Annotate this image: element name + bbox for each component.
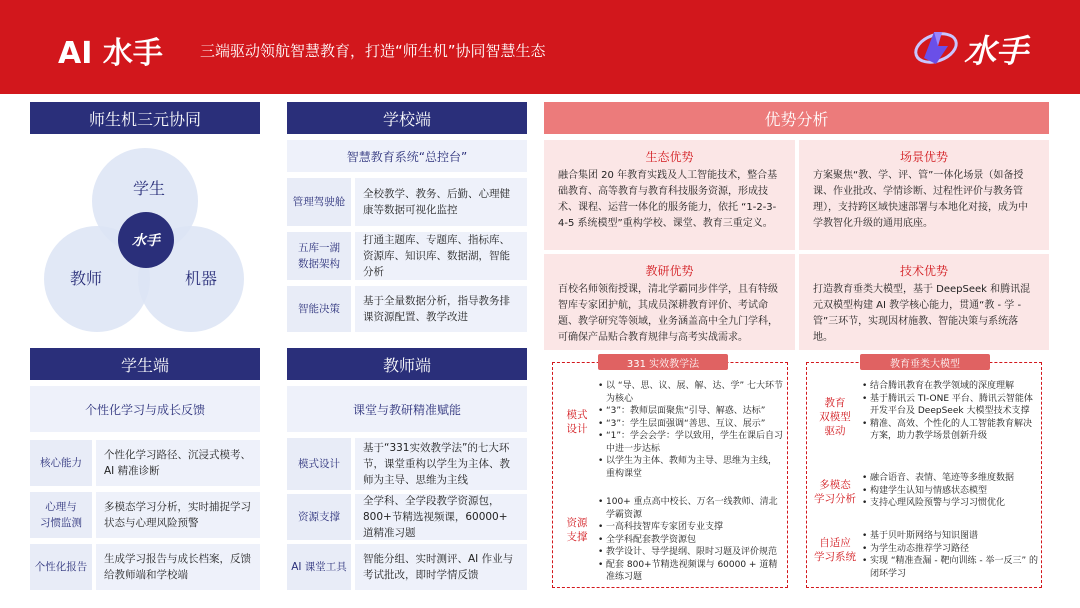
- list-item: • 一高科技智库专家团专业支撑: [598, 521, 784, 534]
- school-end-header: 学校端: [287, 102, 527, 134]
- list-item: • “3”：学生层面强调“善思、互议、展示”: [598, 418, 784, 431]
- venn-teacher-label: 教师: [70, 269, 103, 288]
- list-item: • “1”：学会会学：学以致用，学生在课后自习中进一步达标: [598, 430, 784, 455]
- advantage-cell-technology: [799, 254, 1049, 350]
- list-item: • 基于腾讯云 TI-ONE 平台、腾讯云智能体开发平台及 DeepSeek 大模型技术支撑: [862, 393, 1038, 418]
- teacher-row-label: AI 课堂工具: [287, 544, 351, 590]
- teacher-row-text: 全学科、全学段教学资源包，800+节精选视频课，60000+ 道精准习题: [355, 494, 527, 540]
- student-end-subheader: 个性化学习与成长反馈: [30, 386, 260, 432]
- venn-center-text: 水手: [132, 233, 160, 249]
- advantage-title: 生态优势: [645, 150, 694, 164]
- venn-center-logo: [118, 212, 174, 268]
- school-row-text: 基于全量数据分析，指导教务排课资源配置、教学改进: [355, 286, 527, 332]
- list-item: • 以学生为主体、教师为主导、思维为主线，重构课堂: [598, 455, 784, 480]
- triad-venn-diagram: [30, 142, 260, 332]
- school-row-text: 打通主题库、专题库、指标库、资源库、知识库、数据湖，智能分析: [355, 232, 527, 280]
- teacher-row-text: 基于“331实效教学法”的七大环节，课堂重构以学生为主体、教师为主导、思维为主线: [355, 438, 527, 490]
- school-row-label: 智能决策: [287, 286, 351, 332]
- advantage-cell-scenario: [799, 140, 1049, 250]
- school-row-label: 五库一湖 数据架构: [287, 232, 351, 280]
- advantage-title: 教研优势: [645, 264, 694, 278]
- list-item: • 100+ 重点高中校长、万名一线教师、清北学霸资源: [598, 496, 784, 521]
- header-bar: [0, 0, 1080, 94]
- model-group-label: 自适应 学习系统: [814, 537, 856, 563]
- vertical-model-pill: 教育垂类大模型: [860, 354, 990, 370]
- list-item: • 构建学生认知与情感状态模型: [862, 485, 1038, 498]
- venn-student-label: 学生: [133, 179, 166, 198]
- school-end-subheader: 智慧教育系统“总控台”: [287, 140, 527, 172]
- list-item: • 配套 800+节精选视频课与 60000 + 道精准练习题: [598, 559, 784, 584]
- list-item: • 教学设计、导学提纲、限时习题及评价规范: [598, 546, 784, 559]
- method-group-label: 资源 支撑: [566, 517, 588, 543]
- student-row-text: 生成学习报告与成长档案，反馈给教师端和学校端: [96, 544, 260, 590]
- teacher-row-text: 智能分组、实时测评、AI 作业与考试批改，即时学情反馈: [355, 544, 527, 590]
- advantage-title: 场景优势: [899, 150, 948, 164]
- advantages-header: 优势分析: [544, 102, 1049, 134]
- venn-machine-label: 机器: [185, 269, 218, 288]
- logo-emblem-icon: [912, 24, 960, 70]
- student-row-label: 核心能力: [30, 440, 92, 486]
- method331-pill: 331 实效教学法: [598, 354, 728, 370]
- advantage-text: 融合集团 20 年教育实践及人工智能技术，整合基础教育、高等教育与教育科技服务资源，形成技术、课程、运营一体化的服务能力，依托 “1-2-3-4-5 系统模型”重构学校、课堂、教育三重定义。: [558, 170, 778, 229]
- page-title: AI 水手: [58, 36, 163, 71]
- logo-text: 水手: [964, 32, 1029, 70]
- multimodal-list: [862, 472, 1038, 510]
- advantage-text: 方案聚焦“教、学、评、管”一体化场景（如备授课、作业批改、学情诊断、过程性评价与教务管理），支持跨区域快速部署与本地化对接，成为中学教智化升级的通用底座。: [813, 170, 1028, 229]
- model-group-label: 教育 双模型 驱动: [819, 397, 851, 437]
- list-item: • 实现 “精准查漏 - 靶向训练 - 举一反三” 的闭环学习: [862, 555, 1038, 580]
- page-subtitle: 三端驱动领航智慧教育，打造“师生机”协同智慧生态: [200, 42, 546, 60]
- triad-header: 师生机三元协同: [30, 102, 260, 134]
- student-row-label: 心理与 习惯监测: [30, 492, 92, 538]
- method-group-label: 模式 设计: [566, 409, 588, 435]
- list-item: • 为学生动态推荐学习路径: [862, 543, 1038, 556]
- teacher-row-label: 资源支撑: [287, 494, 351, 540]
- teacher-end-subheader: 课堂与教研精准赋能: [287, 386, 527, 432]
- student-row-label: 个性化报告: [30, 544, 92, 590]
- teacher-end-header: 教师端: [287, 348, 527, 380]
- student-row-text: 个性化学习路径、沉浸式模考、AI 精准诊断: [96, 440, 260, 486]
- list-item: • 基于贝叶斯网络与知识图谱: [862, 530, 1038, 543]
- advantage-text: 打造教育垂类大模型，基于 DeepSeek 和腾讯混元双模型构建 AI 教学核心能力，贯通“教 - 学 - 管”三环节，实现因材施教、智能决策与系统落地。: [813, 284, 1031, 343]
- advantage-title: 技术优势: [899, 264, 948, 278]
- list-item: • “3”：教师层面聚焦“引导、解惑、达标”: [598, 405, 784, 418]
- method-design-list: [598, 380, 784, 480]
- brand-logo: [912, 24, 1042, 70]
- list-item: • 结合腾讯教育在教学领域的深度理解: [862, 380, 1038, 393]
- school-row-text: 全校教学、教务、后勤、心理健康等数据可视化监控: [355, 178, 527, 226]
- list-item: • 支持心理风险预警与学习习惯优化: [862, 497, 1038, 510]
- dual-model-list: [862, 380, 1038, 443]
- method-resource-list: [598, 496, 784, 584]
- model-group-label: 多模态 学习分析: [814, 479, 856, 505]
- list-item: • 精准、高效、个性化的人工智能教育解决方案，助力教学场景创新升级: [862, 418, 1038, 443]
- list-item: • 融合语音、表情、笔迹等多维度数据: [862, 472, 1038, 485]
- school-row-label: 管理驾驶舱: [287, 178, 351, 226]
- advantage-cell-research: [544, 254, 795, 350]
- teacher-row-label: 模式设计: [287, 438, 351, 490]
- list-item: • 以 “导、思、议、展、解、达、学” 七大环节为核心: [598, 380, 784, 405]
- student-row-text: 多模态学习分析，实时捕捉学习状态与心理风险预警: [96, 492, 260, 538]
- advantage-text: 百校名师领衔授课，清北学霸同步伴学，且有特级智库专家团护航，其成员深耕教育评价、考试命题、教学研究等领域，业务涵盖高中全九门学科，可确保产品贴合教育规律与高考实战需求。: [558, 284, 778, 343]
- adaptive-list: [862, 530, 1038, 580]
- student-end-header: 学生端: [30, 348, 260, 380]
- advantage-cell-ecosystem: [544, 140, 795, 250]
- list-item: • 全学科配套教学资源包: [598, 534, 784, 547]
